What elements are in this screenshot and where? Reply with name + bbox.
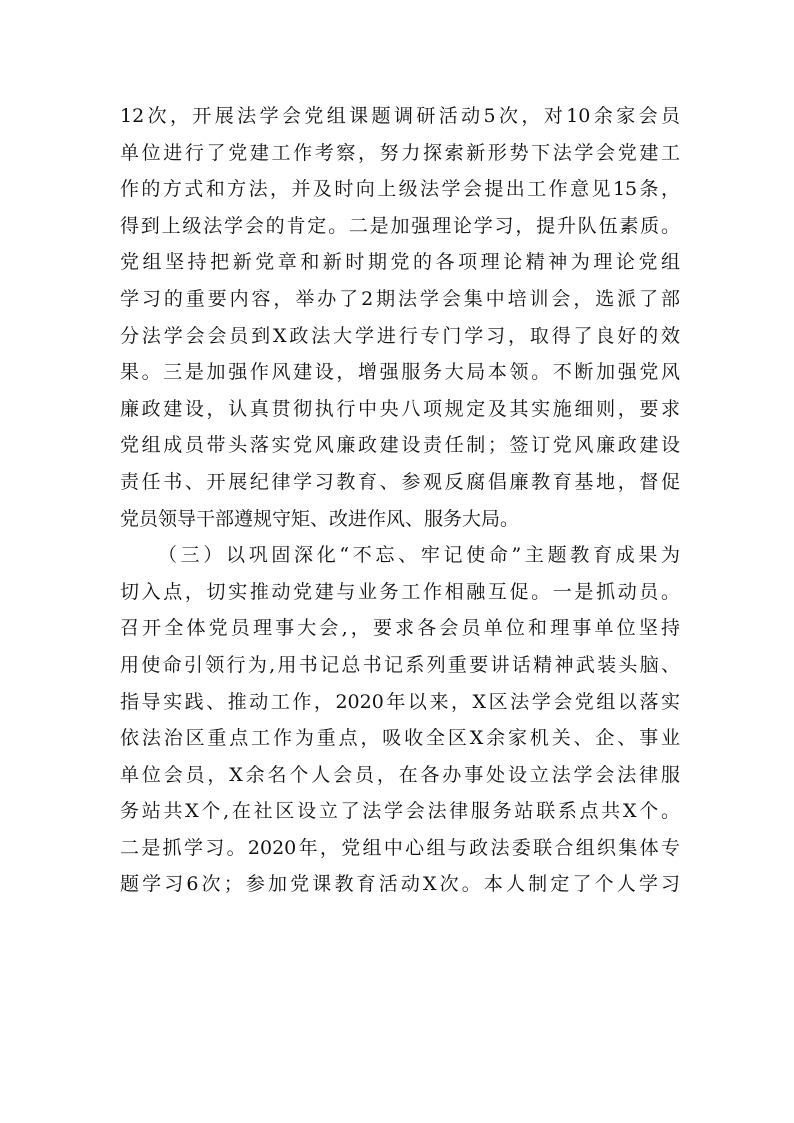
text-line: 分法学会会员到X政法大学进行专门学习，取得了良好的效 [120, 324, 680, 347]
text-line: 责任书、开展纪律学习教育、参观反腐倡廉教育基地，督促 [120, 470, 680, 493]
text-line: 党组坚持把新党章和新时期党的各项理论精神为理论党组 [120, 251, 680, 274]
body-text [120, 98, 680, 903]
text-line: 党组成员带头落实党风廉政建设责任制；签订党风廉政建设 [120, 434, 680, 457]
text-line: 依法治区重点工作为重点，吸收全区X余家机关、企、事业 [120, 727, 680, 750]
text-line: 切入点，切实推动党建与业务工作相融互促。一是抓动员。 [120, 580, 680, 603]
text-line: 务站共X个,在社区设立了法学会法律服务站联系点共X个。 [120, 800, 680, 823]
text-line: 二是抓学习。2020年，党组中心组与政法委联合组织集体专 [120, 836, 680, 859]
text-line: 学习的重要内容，举办了2期法学会集中培训会，选派了部 [120, 287, 680, 310]
text-line: 党员领导干部遵规守矩、改进作风、服务大局。 [120, 507, 520, 530]
text-line: 12次，开展法学会党组课题调研活动5次，对10余家会员 [120, 105, 680, 127]
text-line: 单位进行了党建工作考察，努力探索新形势下法学会党建工 [120, 141, 680, 164]
text-line: 果。三是加强作风建设，增强服务大局本领。不断加强党风 [120, 361, 680, 384]
text-line: 题学习6次；参加党课教育活动X次。本人制定了个人学习 [120, 873, 680, 896]
text-line: 作的方式和方法，并及时向上级法学会提出工作意见15条， [120, 178, 680, 201]
text-line: 单位会员，X余名个人会员，在各办事处设立法学会法律服 [120, 763, 680, 786]
text-line: 指导实践、推动工作，2020年以来，X区法学会党组以落实 [120, 690, 680, 713]
text-line: 用使命引领行为,用书记总书记系列重要讲话精神武装头脑、 [120, 653, 680, 676]
text-line: 得到上级法学会的肯定。二是加强理论学习，提升队伍素质。 [120, 214, 680, 237]
section-heading-line: （三）以巩固深化“不忘、牢记使命”主题教育成果为 [158, 544, 680, 567]
text-line: 召开全体党员理事大会,，要求各会员单位和理事单位坚持 [120, 617, 680, 640]
text-line: 廉政建设，认真贯彻执行中央八项规定及其实施细则，要求 [120, 397, 680, 420]
